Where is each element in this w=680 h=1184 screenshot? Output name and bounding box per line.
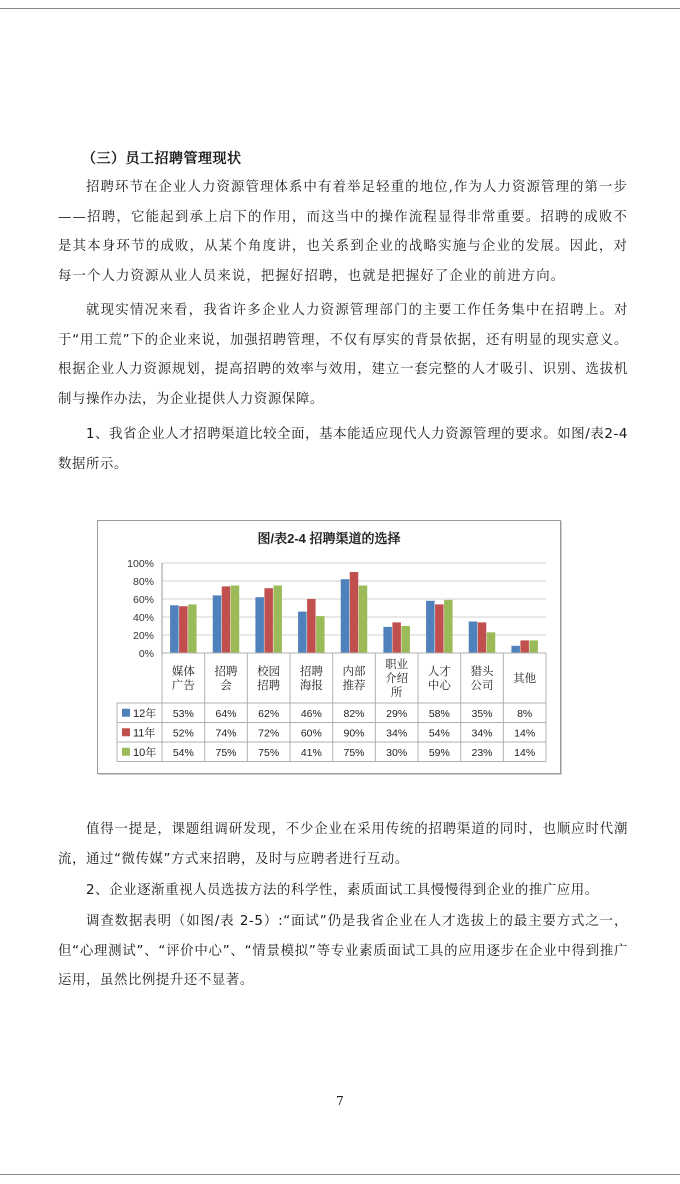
bar <box>255 597 264 653</box>
bar <box>444 600 453 653</box>
data-label: 75% <box>343 746 365 759</box>
section-heading: （三）员工招聘管理现状 <box>82 151 242 167</box>
bar <box>316 616 325 653</box>
data-label: 52% <box>172 727 194 740</box>
recruitment-channel-chart <box>98 521 560 773</box>
data-label: 60% <box>300 727 322 740</box>
data-label: 82% <box>343 707 365 720</box>
bar <box>179 606 188 653</box>
data-label: 14% <box>514 727 536 740</box>
y-tick-label: 60% <box>132 594 154 606</box>
category-label: 职业介绍所 <box>385 659 409 699</box>
legend-swatch <box>122 728 130 736</box>
y-tick-label: 40% <box>132 612 154 624</box>
data-label: 75% <box>258 746 280 759</box>
paragraph-current-situation: 就现实情况来看，我省许多企业人力资源管理部门的主要工作任务集中在招聘上。对于“用工荒”下的企业来说，加强招聘管理，不仅有厚实的背景依据，还有明显的现实意义。根据企业人力资源规划，提高招聘的效率与效用，建立一套完整的人才吸引、识别、选拔机制与操作办法，为企业提供人力资源保障。 <box>58 303 628 407</box>
paragraph-survey-data: 调查数据表明（如图/表 2-5）:“面试”仍是我省企业在人才选拔上的最主要方式之一，但“心理测试”、“评价中心”、“情景模拟”等专业素质面试工具的应用逐步在企业中得到推广运用，虽然比例提升还不显著。 <box>58 914 628 988</box>
legend-label: 10年 <box>133 746 157 759</box>
y-tick-label: 80% <box>132 576 154 588</box>
data-label: 35% <box>471 707 493 720</box>
chart-title: 图/表2-4 招聘渠道的选择 <box>257 531 401 546</box>
chart-figure <box>97 520 561 774</box>
data-label: 46% <box>300 707 322 720</box>
legend-swatch <box>122 748 130 756</box>
bar <box>170 605 179 653</box>
data-label: 54% <box>172 746 194 759</box>
bar <box>359 586 368 654</box>
bar <box>478 622 487 653</box>
bar <box>520 640 529 653</box>
data-label: 53% <box>172 707 194 720</box>
bar <box>213 595 222 653</box>
category-label: 招聘海报 <box>299 666 323 692</box>
bar <box>231 586 240 654</box>
bar <box>307 599 316 653</box>
data-label: 59% <box>428 746 450 759</box>
top-rule <box>0 8 680 9</box>
bar <box>273 586 282 654</box>
bar <box>298 612 307 653</box>
y-tick-label: 0% <box>138 648 154 660</box>
data-label: 64% <box>215 707 237 720</box>
data-label: 41% <box>300 746 322 759</box>
bar <box>401 626 410 653</box>
bar <box>188 604 197 653</box>
data-label: 29% <box>386 707 408 720</box>
legend-label: 11年 <box>133 727 156 740</box>
data-label: 58% <box>428 707 450 720</box>
category-label: 招聘会 <box>214 666 238 692</box>
data-label: 54% <box>428 727 450 740</box>
data-label: 34% <box>386 727 408 740</box>
bar <box>511 646 519 653</box>
bar <box>487 632 496 653</box>
bar <box>350 572 359 653</box>
data-label: 23% <box>471 746 493 759</box>
data-label: 62% <box>258 707 280 720</box>
bar <box>341 579 350 653</box>
data-label: 90% <box>343 727 365 740</box>
bar <box>383 627 392 653</box>
bar <box>435 604 444 653</box>
paragraph-recruitment-role: 招聘环节在企业人力资源管理体系中有着举足轻重的地位,作为人力资源管理的第一步——招聘，它能起到承上启下的作用，而这当中的操作流程显得非常重要。招聘的成败不是其本身环节的成败，从某个角度讲，也关系到企业的战略实施与企业的发展。因此，对每一个人力资源从业人员来说，把握好招聘，也就是把握好了企业的前进方向。 <box>58 180 628 284</box>
bar <box>426 601 435 653</box>
data-label: 34% <box>471 727 493 740</box>
y-tick-label: 20% <box>132 630 154 642</box>
data-label: 8% <box>517 707 533 720</box>
paragraph-point-2: 2、企业逐渐重视人员选拔方法的科学性，素质面试工具慢慢得到企业的推广应用。 <box>86 883 599 898</box>
bottom-rule <box>0 1174 680 1175</box>
category-label: 内部推荐 <box>342 666 366 692</box>
legend-label: 12年 <box>133 707 157 720</box>
data-label: 72% <box>258 727 280 740</box>
bar <box>222 586 231 653</box>
category-label: 其他 <box>513 673 537 685</box>
data-label: 74% <box>215 727 237 740</box>
category-label: 媒体广告 <box>171 666 195 692</box>
paragraph-micro-media: 值得一提是，课题组调研发现，不少企业在采用传统的招聘渠道的同时，也顺应时代潮流，通过“微传媒”方式来招聘，及时与应聘者进行互动。 <box>58 822 628 867</box>
data-label: 14% <box>514 746 536 759</box>
category-label: 校园招聘 <box>257 666 281 692</box>
category-label: 猎头公司 <box>470 666 494 692</box>
bar <box>529 640 538 653</box>
data-label: 75% <box>215 746 237 759</box>
data-label: 30% <box>386 746 408 759</box>
bar <box>264 588 273 653</box>
legend-swatch <box>122 709 130 717</box>
category-label: 人才中心 <box>427 666 451 692</box>
paragraph-point-1: 1、我省企业人才招聘渠道比较全面，基本能适应现代人力资源管理的要求。如图/表2-4 数据所示。 <box>58 427 628 472</box>
page-number: 7 <box>336 1094 344 1108</box>
y-tick-label: 100% <box>127 558 154 570</box>
bar <box>469 622 478 654</box>
bar <box>392 622 401 653</box>
